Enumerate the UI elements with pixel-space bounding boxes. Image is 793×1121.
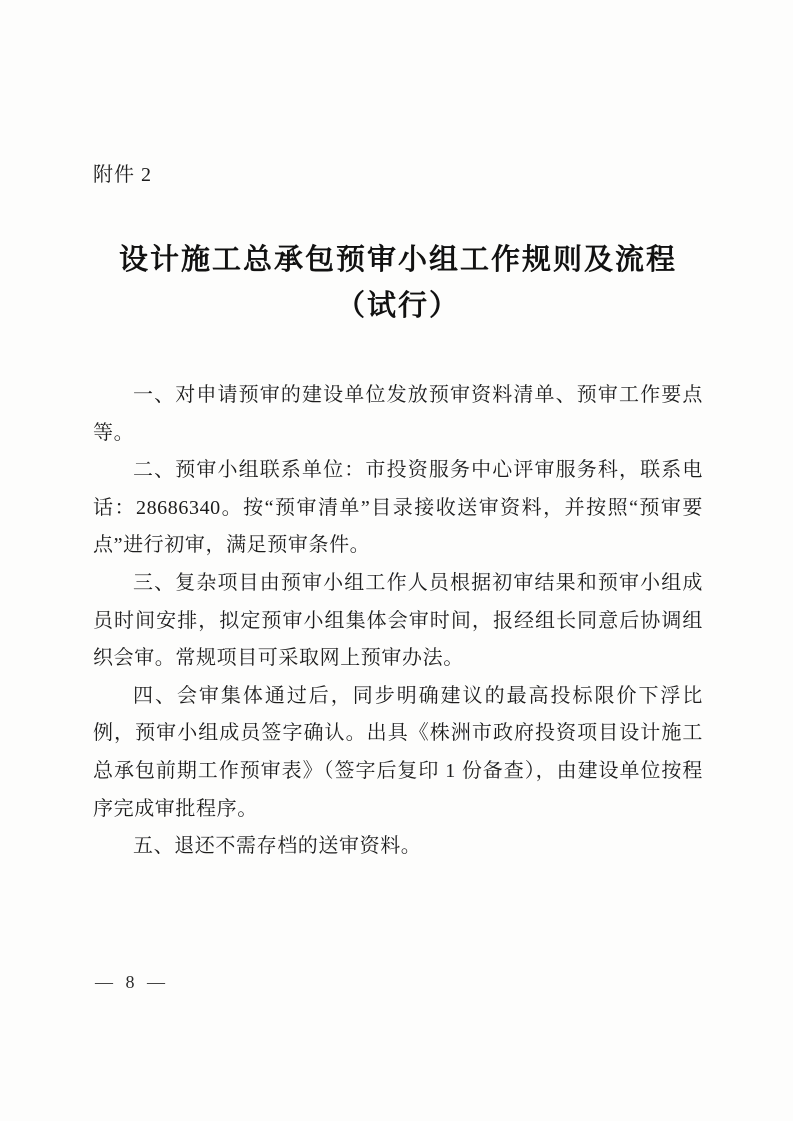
paragraph-3: 三、复杂项目由预审小组工作人员根据初审结果和预审小组成员时间安排，拟定预审小组集体会审时间，报经组长同意后协调组织会审。常规项目可采取网上预审办法。 <box>93 571 703 670</box>
document-content <box>93 0 703 866</box>
attachment-label: 附件 2 <box>93 164 152 186</box>
document-body <box>93 377 703 866</box>
document-subtitle: （试行） <box>335 290 460 322</box>
paragraph-4: 四、会审集体通过后，同步明确建议的最高投标限价下浮比例，预审小组成员签字确认。出具《株洲市政府投资项目设计施工总承包前期工作预审表》（签字后复印 1 份备查），由建设单位按程序完成审批程序。 <box>93 684 703 820</box>
page-number: — 8 — <box>95 972 169 992</box>
document-title: 设计施工总承包预审小组工作规则及流程 <box>118 244 677 276</box>
paragraph-5: 五、退还不需存档的送审资料。 <box>133 835 422 858</box>
paragraph-2: 二、预审小组联系单位：市投资服务中心评审服务科，联系电话：28686340。按“预审清单”目录接收送审资料，并按照“预审要点”进行初审，满足预审条件。 <box>93 459 703 557</box>
paragraph-1: 一、对申请预审的建设单位发放预审资料清单、预审工作要点等。 <box>93 384 703 444</box>
